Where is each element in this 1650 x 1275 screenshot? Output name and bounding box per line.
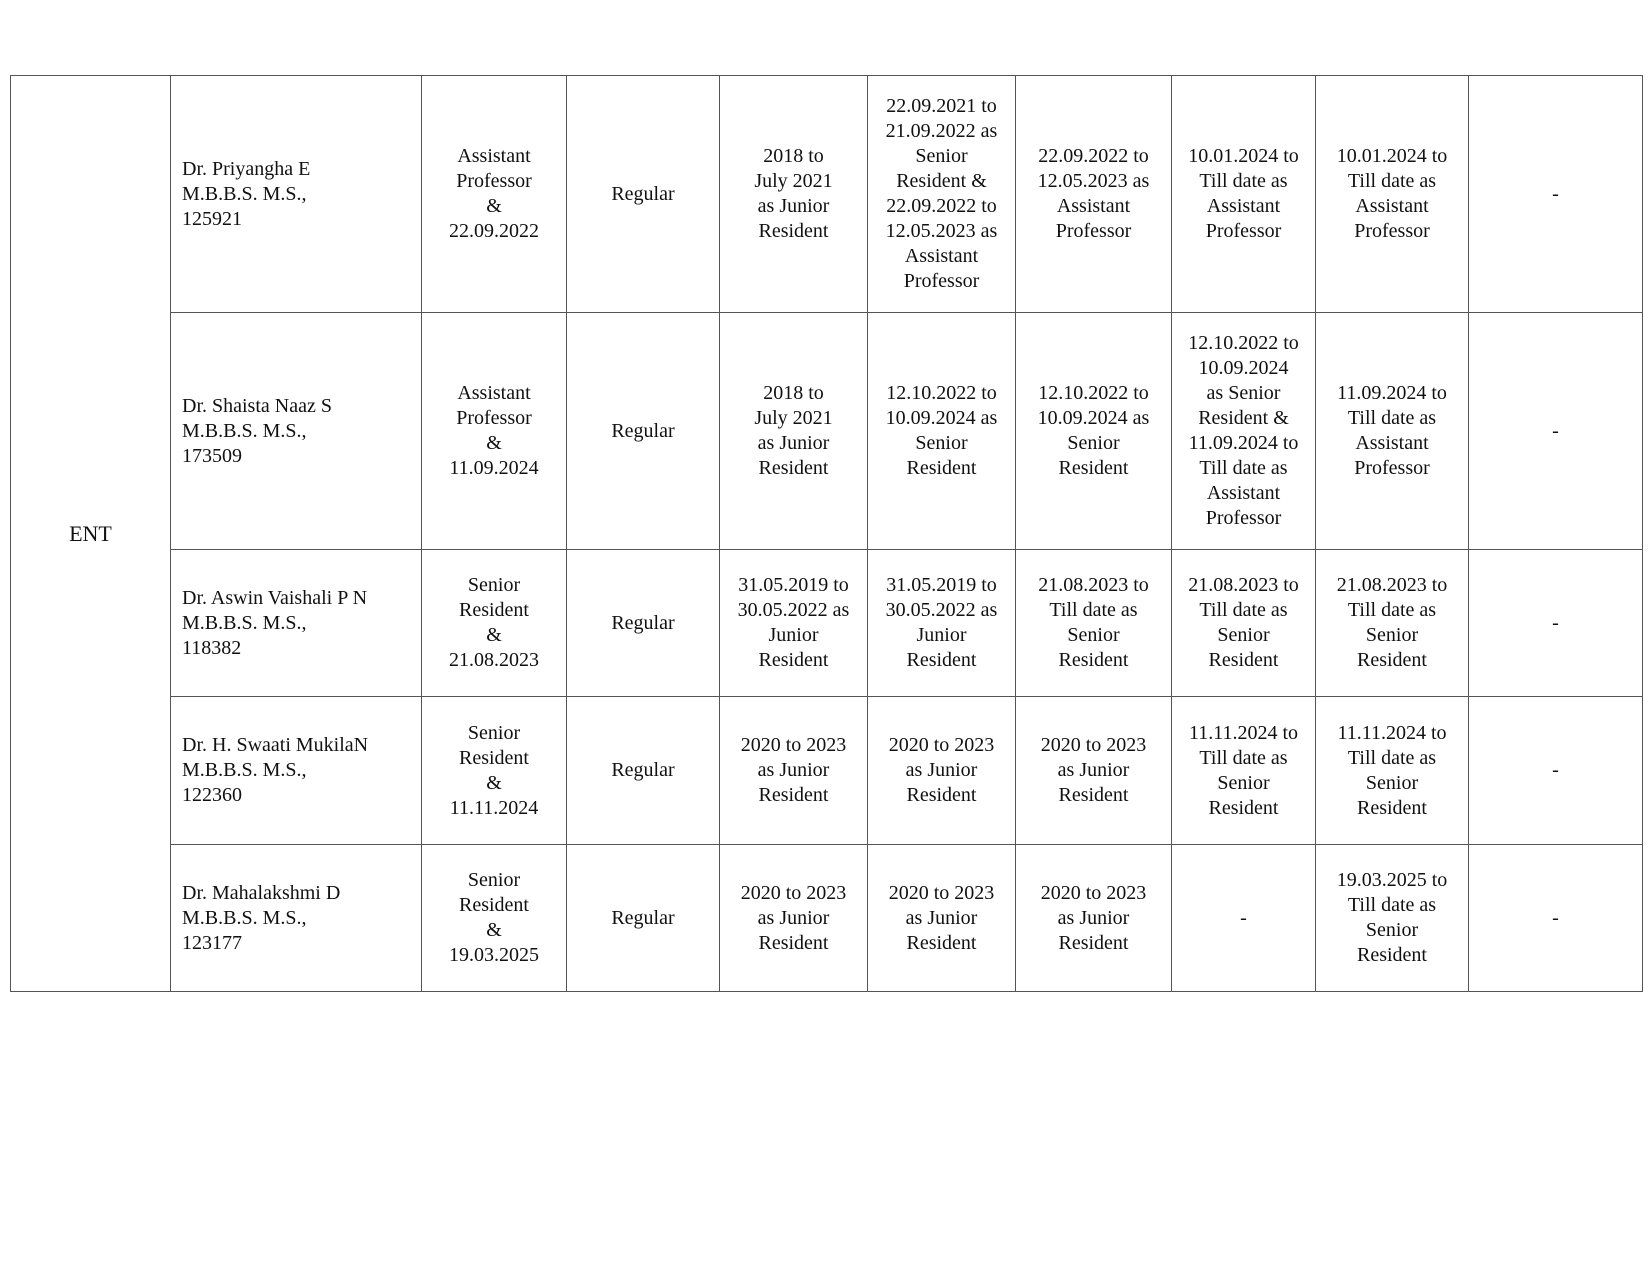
experience-cell: 22.09.2022 to 12.05.2023 as Assistant Professor — [1016, 76, 1172, 313]
designation-cell: Assistant Professor & 11.09.2024 — [422, 313, 567, 550]
experience-cell: 2020 to 2023 as Junior Resident — [868, 845, 1016, 992]
experience-cell: 2020 to 2023 as Junior Resident — [868, 697, 1016, 845]
faculty-name-cell: Dr. Mahalakshmi D M.B.B.S. M.S., 123177 — [171, 845, 422, 992]
appointment-nature-cell: Regular — [567, 76, 720, 313]
experience-cell: 10.01.2024 to Till date as Assistant Professor — [1316, 76, 1469, 313]
department-cell: ENT — [11, 76, 171, 992]
appointment-nature-cell: Regular — [567, 313, 720, 550]
appointment-nature-cell: Regular — [567, 550, 720, 697]
experience-cell: 2020 to 2023 as Junior Resident — [1016, 697, 1172, 845]
experience-cell: 11.09.2024 to Till date as Assistant Professor — [1316, 313, 1469, 550]
table-row — [11, 550, 1643, 697]
designation-cell: Assistant Professor & 22.09.2022 — [422, 76, 567, 313]
remarks-cell: - — [1469, 313, 1643, 550]
appointment-nature-cell: Regular — [567, 697, 720, 845]
table-row — [11, 313, 1643, 550]
experience-cell: 2020 to 2023 as Junior Resident — [720, 697, 868, 845]
experience-cell: 22.09.2021 to 21.09.2022 as Senior Resident & 22.09.2022 to 12.05.2023 as Assistant Professor — [868, 76, 1016, 313]
faculty-name-cell: Dr. Shaista Naaz S M.B.B.S. M.S., 173509 — [171, 313, 422, 550]
experience-cell: - — [1172, 845, 1316, 992]
experience-cell: 21.08.2023 to Till date as Senior Resident — [1316, 550, 1469, 697]
designation-cell: Senior Resident & 19.03.2025 — [422, 845, 567, 992]
faculty-table — [10, 75, 1643, 992]
table-row — [11, 76, 1643, 313]
experience-cell: 31.05.2019 to 30.05.2022 as Junior Resident — [720, 550, 868, 697]
experience-cell: 12.10.2022 to 10.09.2024 as Senior Resident & 11.09.2024 to Till date as Assistant Professor — [1172, 313, 1316, 550]
faculty-name-cell: Dr. H. Swaati MukilaN M.B.B.S. M.S., 122360 — [171, 697, 422, 845]
experience-cell: 11.11.2024 to Till date as Senior Resident — [1316, 697, 1469, 845]
experience-cell: 21.08.2023 to Till date as Senior Resident — [1016, 550, 1172, 697]
designation-cell: Senior Resident & 11.11.2024 — [422, 697, 567, 845]
experience-cell: 2018 to July 2021 as Junior Resident — [720, 313, 868, 550]
remarks-cell: - — [1469, 550, 1643, 697]
experience-cell: 31.05.2019 to 30.05.2022 as Junior Resident — [868, 550, 1016, 697]
appointment-nature-cell: Regular — [567, 845, 720, 992]
designation-cell: Senior Resident & 21.08.2023 — [422, 550, 567, 697]
experience-cell: 12.10.2022 to 10.09.2024 as Senior Resident — [868, 313, 1016, 550]
experience-cell: 11.11.2024 to Till date as Senior Resident — [1172, 697, 1316, 845]
remarks-cell: - — [1469, 76, 1643, 313]
experience-cell: 19.03.2025 to Till date as Senior Resident — [1316, 845, 1469, 992]
experience-cell: 21.08.2023 to Till date as Senior Resident — [1172, 550, 1316, 697]
experience-cell: 2020 to 2023 as Junior Resident — [1016, 845, 1172, 992]
table-row — [11, 845, 1643, 992]
experience-cell: 2018 to July 2021 as Junior Resident — [720, 76, 868, 313]
faculty-name-cell: Dr. Aswin Vaishali P N M.B.B.S. M.S., 118382 — [171, 550, 422, 697]
experience-cell: 10.01.2024 to Till date as Assistant Professor — [1172, 76, 1316, 313]
remarks-cell: - — [1469, 697, 1643, 845]
remarks-cell: - — [1469, 845, 1643, 992]
faculty-name-cell: Dr. Priyangha E M.B.B.S. M.S., 125921 — [171, 76, 422, 313]
experience-cell: 2020 to 2023 as Junior Resident — [720, 845, 868, 992]
table-row — [11, 697, 1643, 845]
experience-cell: 12.10.2022 to 10.09.2024 as Senior Resident — [1016, 313, 1172, 550]
